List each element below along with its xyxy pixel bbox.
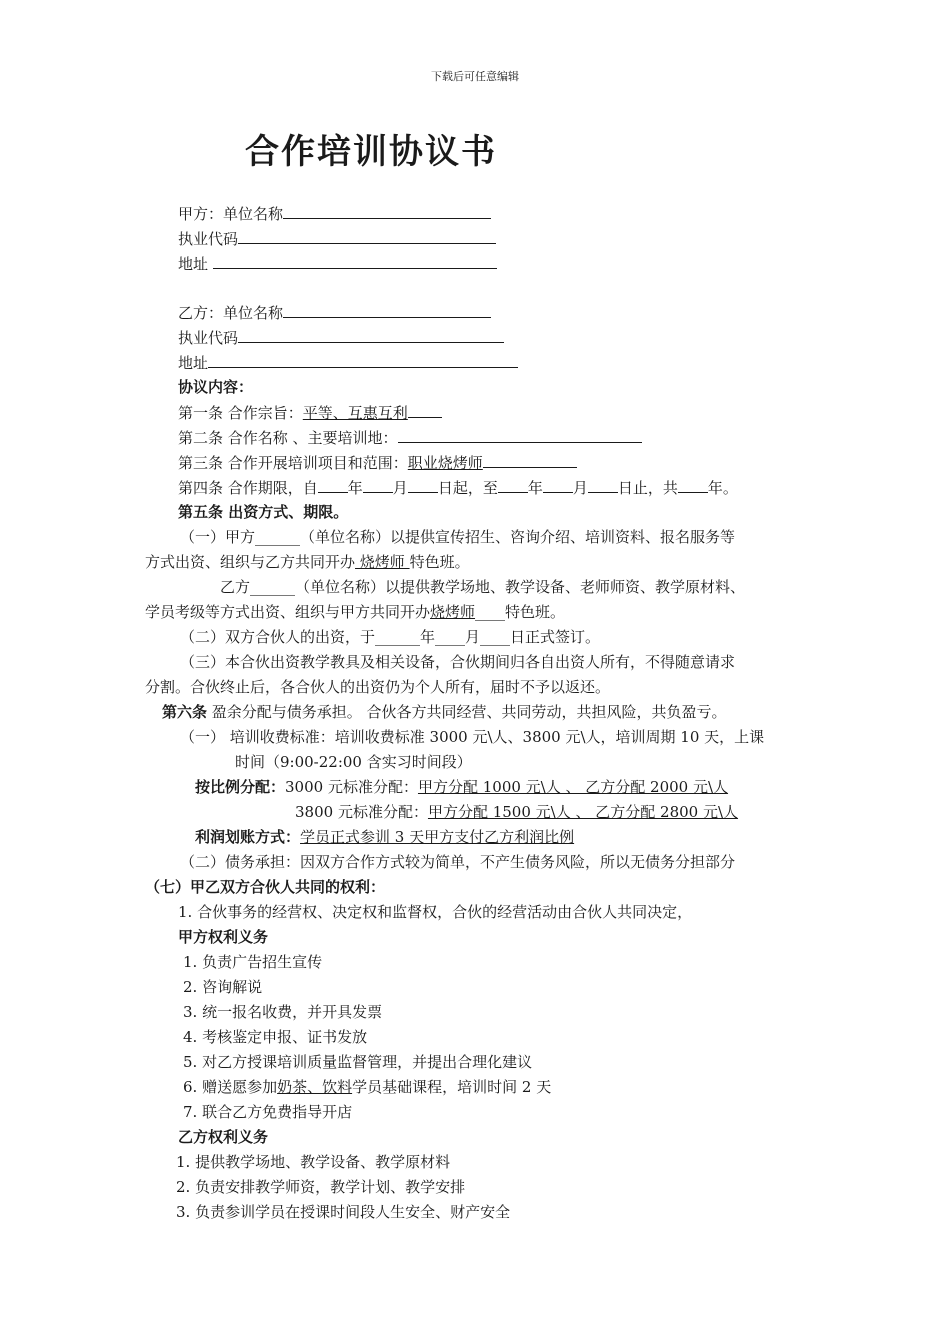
party-a-name-label: 甲方：单位名称 <box>178 205 284 223</box>
list-item: 2. 负责安排教学师资，教学计划、教学安排 <box>176 1178 466 1196</box>
article-1-value: 平等、互惠互利 <box>302 404 408 422</box>
article-4-text: 月 <box>392 479 408 497</box>
ratio-label: 按比例分配： <box>195 778 286 796</box>
start-day-blank[interactable] <box>408 478 438 493</box>
list-item: 3. 负责参训学员在授课时间段人生安全、财产安全 <box>176 1203 511 1221</box>
party-a-code-blank[interactable] <box>238 229 496 244</box>
total-years-blank[interactable] <box>678 478 708 493</box>
article-7-item-1: 1. 合伙事务的经营权、决定权和监督权，合伙的经营活动由合伙人共同决定， <box>178 903 693 921</box>
article-4-text: 年。 <box>707 479 738 497</box>
article-7-heading: （七）甲乙双方合伙人共同的权利： <box>145 878 386 896</box>
ratio-3800 <box>295 803 738 821</box>
article-5-heading: 第五条 出资方式、期限。 <box>178 503 349 521</box>
party-b-name-blank[interactable] <box>283 303 491 318</box>
article-5-b-line1: 乙方______（单位名称）以提供教学场地、教学设备、老师师资、教学原材料、 <box>220 578 746 596</box>
party-b-name <box>178 303 491 322</box>
ratio-3000-value: 甲方分配 1000 元\人 、 乙方分配 2000 元\人 <box>417 778 729 796</box>
article-5-clause-3-line1: （三）本合伙出资教学教具及相关设备，合伙期间归各自出资人所有，不得随意请求 <box>180 653 736 671</box>
article-4-text: 日起，至 <box>437 479 498 497</box>
party-a-code-label: 执业代码 <box>178 230 239 248</box>
profit-transfer <box>195 828 574 846</box>
ratio-3800-label: 3800 元标准分配： <box>295 803 428 821</box>
party-a-duties-heading: 甲方权利义务 <box>178 928 269 946</box>
article-5-text: 学员考级等方式出资、组织与甲方共同开办 <box>145 603 431 621</box>
party-b-address-label: 地址 <box>178 354 209 372</box>
party-a-address <box>178 254 497 273</box>
article-3-value: 职业烧烤师 <box>407 454 483 472</box>
article-1 <box>178 403 442 422</box>
article-4-text: 月 <box>572 479 588 497</box>
ratio-3800-value: 甲方分配 1500 元\人 、 乙方分配 2800 元\人 <box>427 803 739 821</box>
list-item: 1. 提供教学场地、教学设备、教学原材料 <box>176 1153 451 1171</box>
list-item: 1. 负责广告招生宣传 <box>183 953 323 971</box>
article-5-a-line2 <box>145 553 470 571</box>
page-header: 下载后可任意编辑 <box>431 70 519 83</box>
article-2-blank[interactable] <box>398 428 642 443</box>
article-6-heading <box>162 703 727 721</box>
list-item: 3. 统一报名收费，并开具发票 <box>183 1003 383 1021</box>
content-heading: 协议内容： <box>178 378 254 396</box>
profit-value: 学员正式参训 3 天甲方支付乙方利润比例 <box>300 828 575 846</box>
list-item <box>183 1078 551 1096</box>
list-item: 5. 对乙方授课培训质量监督管理，并提出合理化建议 <box>183 1053 533 1071</box>
article-2-label: 第二条 合作名称 、主要培训地： <box>178 429 398 447</box>
article-5-text: 方式出资、组织与乙方共同开办 <box>145 553 356 571</box>
article-4-text: 第四条 合作期限，自 <box>178 479 318 497</box>
list-item: 4. 考核鉴定申报、证书发放 <box>183 1028 368 1046</box>
party-a-code <box>178 229 496 248</box>
article-2 <box>178 428 642 447</box>
fee-standard-line1: （一） 培训收费标准：培训收费标准 3000 元\人、3800 元\人，培训周期 10 天，上课 <box>180 728 765 746</box>
ratio-3000-label: 3000 元标准分配： <box>285 778 418 796</box>
article-5-b-line2 <box>145 603 565 621</box>
article-5-clause-2: （二）双方合伙人的出资，于______年____月____日正式签订。 <box>180 628 601 646</box>
party-a-name-blank[interactable] <box>283 204 491 219</box>
party-b-code-label: 执业代码 <box>178 329 239 347</box>
party-a-address-blank[interactable] <box>213 254 497 269</box>
fee-standard-line2: 时间（9:00-22:00 含实习时间段） <box>235 753 472 771</box>
article-3-label: 第三条 合作开展培训项目和范围： <box>178 454 408 472</box>
article-6-label: 第六条 <box>162 703 208 721</box>
article-5-clause-3-line2: 分割。合伙终止后，各合伙人的出资仍为个人所有，届时不予以返还。 <box>145 678 611 696</box>
list-item-text: 6. 赠送愿参加 <box>183 1078 278 1096</box>
article-6-text: 盈余分配与债务承担。 合伙各方共同经营、共同劳动，共担风险，共负盈亏。 <box>207 703 727 721</box>
end-day-blank[interactable] <box>588 478 618 493</box>
article-5-a-line1: （一）甲方______（单位名称）以提供宣传招生、咨询介绍、培训资料、报名服务等 <box>180 528 736 546</box>
party-b-duties-heading: 乙方权利义务 <box>178 1128 269 1146</box>
end-year-blank[interactable] <box>498 478 528 493</box>
article-4-text: 年 <box>527 479 543 497</box>
list-item-text: 学员基础课程，培训时间 2 天 <box>352 1078 552 1096</box>
article-3-blank <box>483 453 577 468</box>
article-5-text: ____特色班。 <box>475 603 566 621</box>
list-item: 2. 咨询解说 <box>183 978 263 996</box>
article-4-text: 日止，共 <box>617 479 678 497</box>
end-month-blank[interactable] <box>543 478 573 493</box>
party-a-name <box>178 204 491 223</box>
article-5-text: 特色班。 <box>409 553 470 571</box>
party-b-code-blank[interactable] <box>238 328 504 343</box>
profit-label: 利润划账方式： <box>195 828 301 846</box>
article-4 <box>178 478 738 497</box>
document-title: 合作培训协议书 <box>245 132 497 172</box>
article-1-label: 第一条 合作宗旨： <box>178 404 303 422</box>
party-b-address <box>178 353 518 372</box>
article-3 <box>178 453 577 472</box>
ratio-3000 <box>195 778 728 796</box>
article-4-text: 年 <box>347 479 363 497</box>
list-item: 7. 联合乙方免费指导开店 <box>183 1103 353 1121</box>
article-5-course-b: 烧烤师 <box>430 603 476 621</box>
start-month-blank[interactable] <box>363 478 393 493</box>
party-a-address-label: 地址 <box>178 255 209 273</box>
article-1-blank <box>408 403 442 418</box>
article-5-course-a: 烧烤师 <box>355 553 410 571</box>
party-b-code <box>178 328 504 347</box>
party-b-address-blank[interactable] <box>208 353 518 368</box>
debt-clause: （二）债务承担：因双方合作方式较为简单，不产生债务风险，所以无债务分担部分 <box>180 853 736 871</box>
list-item-underlined: 奶茶、饮料 <box>277 1078 353 1096</box>
party-b-name-label: 乙方：单位名称 <box>178 304 284 322</box>
start-year-blank[interactable] <box>318 478 348 493</box>
